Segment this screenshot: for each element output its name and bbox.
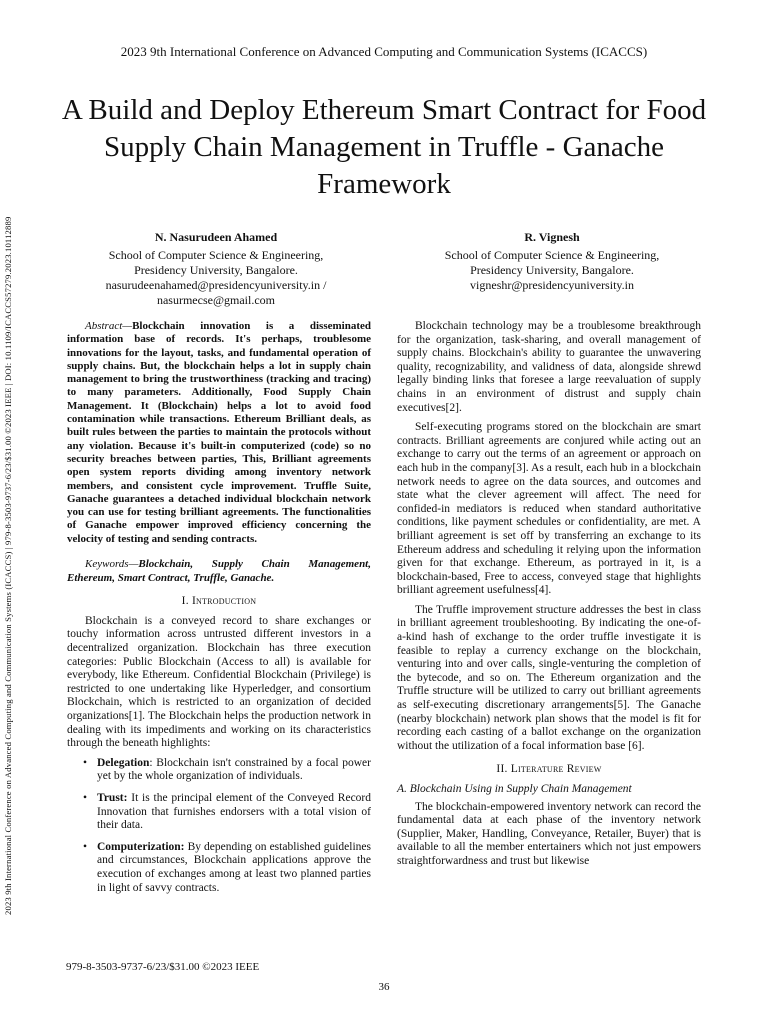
author-dept: School of Computer Science & Engineering,	[444, 248, 660, 262]
intro-paragraph: Blockchain is a conveyed record to share exchanges or touchy information across untrusted different investors in a decentralized organization. Blockchain has three execution categories: Public Blockchain (Access to all) is available for everybody, like Ethereum. Confidential Blockchain (Privilege) is restricted to one undertaking like Hyperledger, and consortium Blockchain, which is restricted to an organization of decided organizations[1]. The Blockchain helps the production network in dealing with its impediments and working on its characteristics through the beneath highlights:	[67, 614, 371, 750]
side-doi-strip: 2023 9th International Conference on Advanced Computing and Communication Systems (ICACCS) | 979-8-3503-9737-6/23/$31.00 ©2023 IEEE | DOI: 10.1109/ICACCS57279.2023.10112889	[3, 216, 13, 915]
author-name: N. Nasurudeen Ahamed	[154, 230, 278, 244]
section-heading-literature-review: II. Literature Review	[496, 763, 602, 776]
bullet-term: Computerization:	[97, 840, 185, 853]
bullet-text: It is the principal element of the Conveyed Record Innovation that furnishes endorsers with a total vision of their data.	[97, 791, 371, 832]
section-heading-introduction: I. Introduction	[181, 595, 257, 608]
keywords	[67, 558, 371, 585]
bullet-trust	[67, 792, 371, 833]
abstract-text: Blockchain innovation is a disseminated information base of records. It's perhaps, troublesome innovations for the layout, tasks, and fundamental operation of supply chains. But, the blockchain helps a lot in supply chain management to bring the trustworthiness (tracking and tracing) to many parameters. Additionally, Food Supply Chain Management. It (Blockchain) helps a lot to avoid food contamination while transactions. Ethereum Brilliant deals, as built rules between the parties to maintain the protocols without any violation. Because it's built-in computerized (code) so no security breaches between parties, This, Brilliant agreements open system reports dividing among inventory network members, and consistent cycle improvement. Truffle Suite, Ganache guarantees a detached individual blockchain network you can use for testing brilliant agreements. The functionalities of Ganache empower improved efficiency concerning the velocity of testing and sending contracts.	[67, 320, 371, 545]
body-paragraph: The Truffle improvement structure addresses the best in class in brilliant agreement troubleshooting. By indicating the one-of-a-kind hash of exchange to the order truffle investigate it is feasible to replay a currency exchange on the blockchain, venturing into and over calls, single-venturing the completion of the bytecode, and so on. The Ethereum organization and the Truffle structure will be utilized to carry out brilliant agreements as self-executing discretionary arrangements[5]. The Ganache (nearby blockchain) network plan shows that the model is fit for recording each casting of a ballot exchange on the organization without the utilization of a focal information base [6].	[397, 603, 701, 752]
right-column	[397, 320, 701, 875]
author-name: R. Vignesh	[524, 230, 580, 244]
keywords-label: Keywords—	[85, 558, 139, 571]
bullet-term: Delegation	[97, 756, 150, 769]
bullet-term: Trust:	[97, 791, 128, 804]
bullet-text: : Blockchain isn't constrained by a focal power yet by the whole organization of individuals.	[97, 756, 371, 783]
conference-header: 2023 9th International Conference on Advanced Computing and Communication Systems (ICACCS)	[120, 44, 648, 59]
author-email: vigneshr@presidencyuniversity.in	[470, 278, 634, 292]
abstract	[67, 320, 371, 546]
bullet-dot-icon: •	[83, 756, 88, 769]
page-number: 36	[378, 981, 390, 993]
body-paragraph: Self-executing programs stored on the blockchain are smart contracts. Brilliant agreements are conjured while acting out an exchange to carry out the terms of an agreement or approach on each hub in the company[3]. As a result, each hub in a blockchain network needs to agree on the data sources, and outcomes and state what the clever agreement will affect. The need for confided-in mediators is reduced when standard authoritative conditions, like payment schedules or confidentiality, are met. A brilliant agreement is set off by transferring an exchange to its Ethereum address and scheduling it relying upon the information given for that exchange. Ethereum, as portrayed in it, is a blockchain-based, Free to access, conveyed stage that highlights brilliant agreement usefulness[4].	[397, 421, 701, 597]
bullet-text: By depending on established guidelines and circumstances, Blockchain applications approve the execution of exchanges among at least two planned parties in light of savvy contracts.	[97, 840, 371, 894]
author-email: nasurudeenahamed@presidencyuniversity.in /	[105, 278, 327, 292]
author-dept: School of Computer Science & Engineering,	[108, 248, 324, 262]
bullet-computerization	[67, 841, 371, 895]
author-block-2	[402, 230, 702, 293]
feature-bullet-list	[67, 757, 371, 895]
author-email-2: nasurmecse@gmail.com	[156, 293, 275, 307]
author-block-1	[66, 230, 366, 308]
bullet-delegation	[67, 757, 371, 784]
copyright-footer: 979-8-3503-9737-6/23/$31.00 ©2023 IEEE	[66, 961, 260, 973]
paper-title: A Build and Deploy Ethereum Smart Contract for Food Supply Chain Management in Truffle - Ganache Framework	[61, 94, 707, 200]
author-univ: Presidency University, Bangalore.	[134, 263, 298, 277]
keywords-text: Blockchain, Supply Chain Management, Ethereum, Smart Contract, Truffle, Ganache.	[67, 558, 371, 584]
author-univ: Presidency University, Bangalore.	[470, 263, 634, 277]
body-paragraph: The blockchain-empowered inventory network can record the fundamental data at each phase of the inventory network (Supplier, Maker, Handling, Conveyance, Retailer, Buyer) that is available to all the member entertainers which not just empowers straightforwardness and trust but likewise	[397, 800, 701, 867]
left-column	[67, 320, 371, 903]
bullet-dot-icon: •	[83, 840, 88, 853]
body-paragraph: Blockchain technology may be a troublesome breakthrough for the organization, task-sharing, and overall management of supply chains. Blockchain's ability to guarantee the unwavering quality, recognizability, and validness of data, alongside shrewd legally binding links that foresee a large reevaluation of supply chains in an environment of distrust and supply chain executives[2].	[397, 320, 701, 414]
subsection-heading: A. Blockchain Using in Supply Chain Management	[397, 783, 632, 795]
bullet-dot-icon: •	[83, 791, 88, 804]
abstract-label: Abstract—	[85, 320, 133, 332]
